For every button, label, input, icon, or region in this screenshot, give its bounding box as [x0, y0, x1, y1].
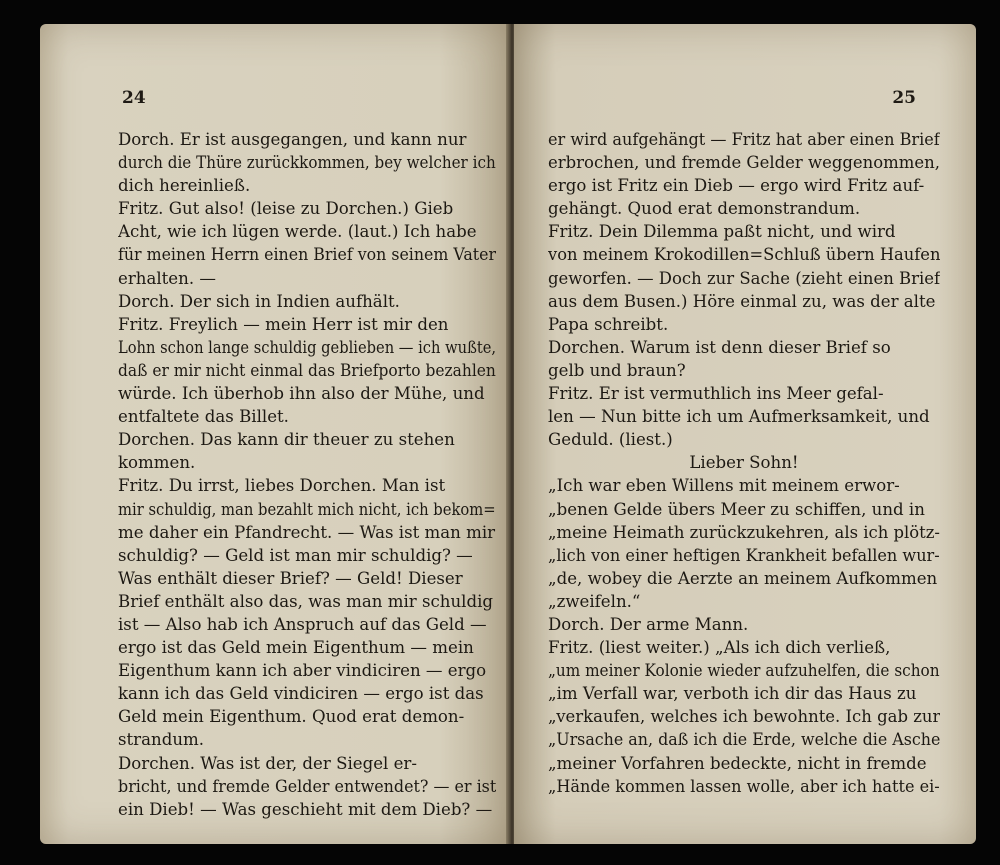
- text-line: gehängt. Quod erat demonstrandum.: [548, 199, 861, 219]
- text-line: Dorchen. Was ist der, der Siegel er-: [118, 753, 417, 773]
- text-line: „Ursache an, daß ich die Erde, welche die Asche: [548, 730, 940, 750]
- text-line: „meine Heimath zurückzukehren, als ich plötz-: [548, 522, 940, 542]
- text-line: bricht, und fremde Gelder entwendet? — er ist: [118, 776, 496, 796]
- text-line: kann ich das Geld vindiciren — ergo ist das: [118, 684, 484, 704]
- text-line: Lieber Sohn!: [689, 453, 799, 473]
- text-line: ergo ist Fritz ein Dieb — ergo wird Fritz auf-: [548, 176, 925, 196]
- text-line: „benen Gelde übers Meer zu schiffen, und in: [548, 499, 925, 519]
- text-line: „zweifeln.“: [548, 591, 641, 611]
- text-line: Dorchen. Warum ist denn dieser Brief so: [548, 337, 891, 357]
- text-line: geworfen. — Doch zur Sache (zieht einen Brief: [548, 268, 940, 288]
- text-line: Dorchen. Das kann dir theuer zu stehen: [118, 430, 455, 450]
- text-line: „im Verfall war, verboth ich dir das Haus zu: [548, 684, 917, 704]
- text-line: erhalten. —: [118, 268, 216, 288]
- text-line: Acht, wie ich lügen werde. (laut.) Ich habe: [118, 222, 477, 242]
- text-line: Papa schreibt.: [548, 314, 669, 334]
- right-page-text: [548, 128, 940, 798]
- text-line: würde. Ich überhob ihn also der Mühe, und: [118, 384, 485, 404]
- text-line: erbrochen, und fremde Gelder weggenommen,: [548, 153, 940, 173]
- text-line: Geld mein Eigenthum. Quod erat demon-: [118, 707, 465, 727]
- text-line: er wird aufgehängt — Fritz hat aber einen Brief: [548, 130, 940, 149]
- text-line: mir schuldig, man bezahlt mich nicht, ich bekom=: [118, 499, 496, 519]
- page-number-right: 25: [892, 88, 916, 108]
- text-line: Fritz. Gut also! (leise zu Dorchen.) Gieb: [118, 199, 454, 219]
- text-line: strandum.: [118, 730, 205, 750]
- text-line: „Hände kommen lassen wolle, aber ich hatte ei-: [548, 776, 940, 796]
- text-line: „meiner Vorfahren bedeckte, nicht in fremde: [548, 753, 927, 773]
- text-line: Fritz. Dein Dilemma paßt nicht, und wird: [548, 222, 896, 242]
- text-line: len — Nun bitte ich um Aufmerksamkeit, und: [548, 407, 930, 427]
- text-line: ein Dieb! — Was geschieht mit dem Dieb? —: [118, 799, 493, 819]
- text-line: Lohn schon lange schuldig geblieben — ich wußte,: [118, 337, 496, 357]
- text-line: Geduld. (liest.): [548, 430, 673, 450]
- open-book: [40, 24, 976, 844]
- text-line: Brief enthält also das, was man mir schuldig: [118, 591, 494, 611]
- text-line: „um meiner Kolonie wieder aufzuhelfen, die schon: [548, 661, 940, 681]
- text-line: ist — Also hab ich Anspruch auf das Geld —: [118, 614, 487, 634]
- text-line: Dorch. Der sich in Indien aufhält.: [118, 291, 400, 311]
- text-line: „de, wobey die Aerzte an meinem Aufkommen: [548, 568, 938, 588]
- text-line: für meinen Herrn einen Brief von seinem Vater: [118, 245, 496, 265]
- text-line: Fritz. (liest weiter.) „Als ich dich verließ,: [548, 638, 891, 658]
- text-line: „lich von einer heftigen Krankheit befallen wur-: [548, 545, 940, 565]
- text-line: durch die Thüre zurückkommen, bey welcher ich: [118, 153, 496, 173]
- text-line: Fritz. Du irrst, liebes Dorchen. Man ist: [118, 476, 446, 496]
- text-line: Fritz. Er ist vermuthlich ins Meer gefal-: [548, 384, 884, 404]
- text-line: von meinem Krokodillen=Schluß übern Haufen: [548, 245, 940, 265]
- text-line: daß er mir nicht einmal das Briefporto bezahlen: [118, 360, 496, 380]
- text-line: Dorch. Der arme Mann.: [548, 614, 749, 634]
- text-line: me daher ein Pfandrecht. — Was ist man mir: [118, 522, 496, 542]
- text-line: dich hereinließ.: [118, 176, 251, 196]
- right-page: [514, 24, 976, 844]
- text-line: „verkaufen, welches ich bewohnte. Ich gab zur: [548, 707, 940, 727]
- text-line: Fritz. Freylich — mein Herr ist mir den: [118, 314, 449, 334]
- text-line: Eigenthum kann ich aber vindiciren — ergo: [118, 661, 487, 681]
- text-line: ergo ist das Geld mein Eigenthum — mein: [118, 638, 474, 658]
- text-line: Was enthält dieser Brief? — Geld! Dieser: [118, 568, 463, 588]
- text-line: aus dem Busen.) Höre einmal zu, was der alte: [548, 291, 936, 311]
- text-line: Dorch. Er ist ausgegangen, und kann nur: [118, 130, 467, 149]
- text-line: schuldig? — Geld ist man mir schuldig? —: [118, 545, 473, 565]
- left-page-text: [118, 128, 496, 821]
- left-page: [40, 24, 510, 844]
- text-line: entfaltete das Billet.: [118, 407, 289, 427]
- text-line: gelb und braun?: [548, 360, 686, 380]
- text-line: „Ich war eben Willens mit meinem erwor-: [548, 476, 900, 496]
- page-number-left: 24: [122, 88, 146, 108]
- text-line: kommen.: [118, 453, 196, 473]
